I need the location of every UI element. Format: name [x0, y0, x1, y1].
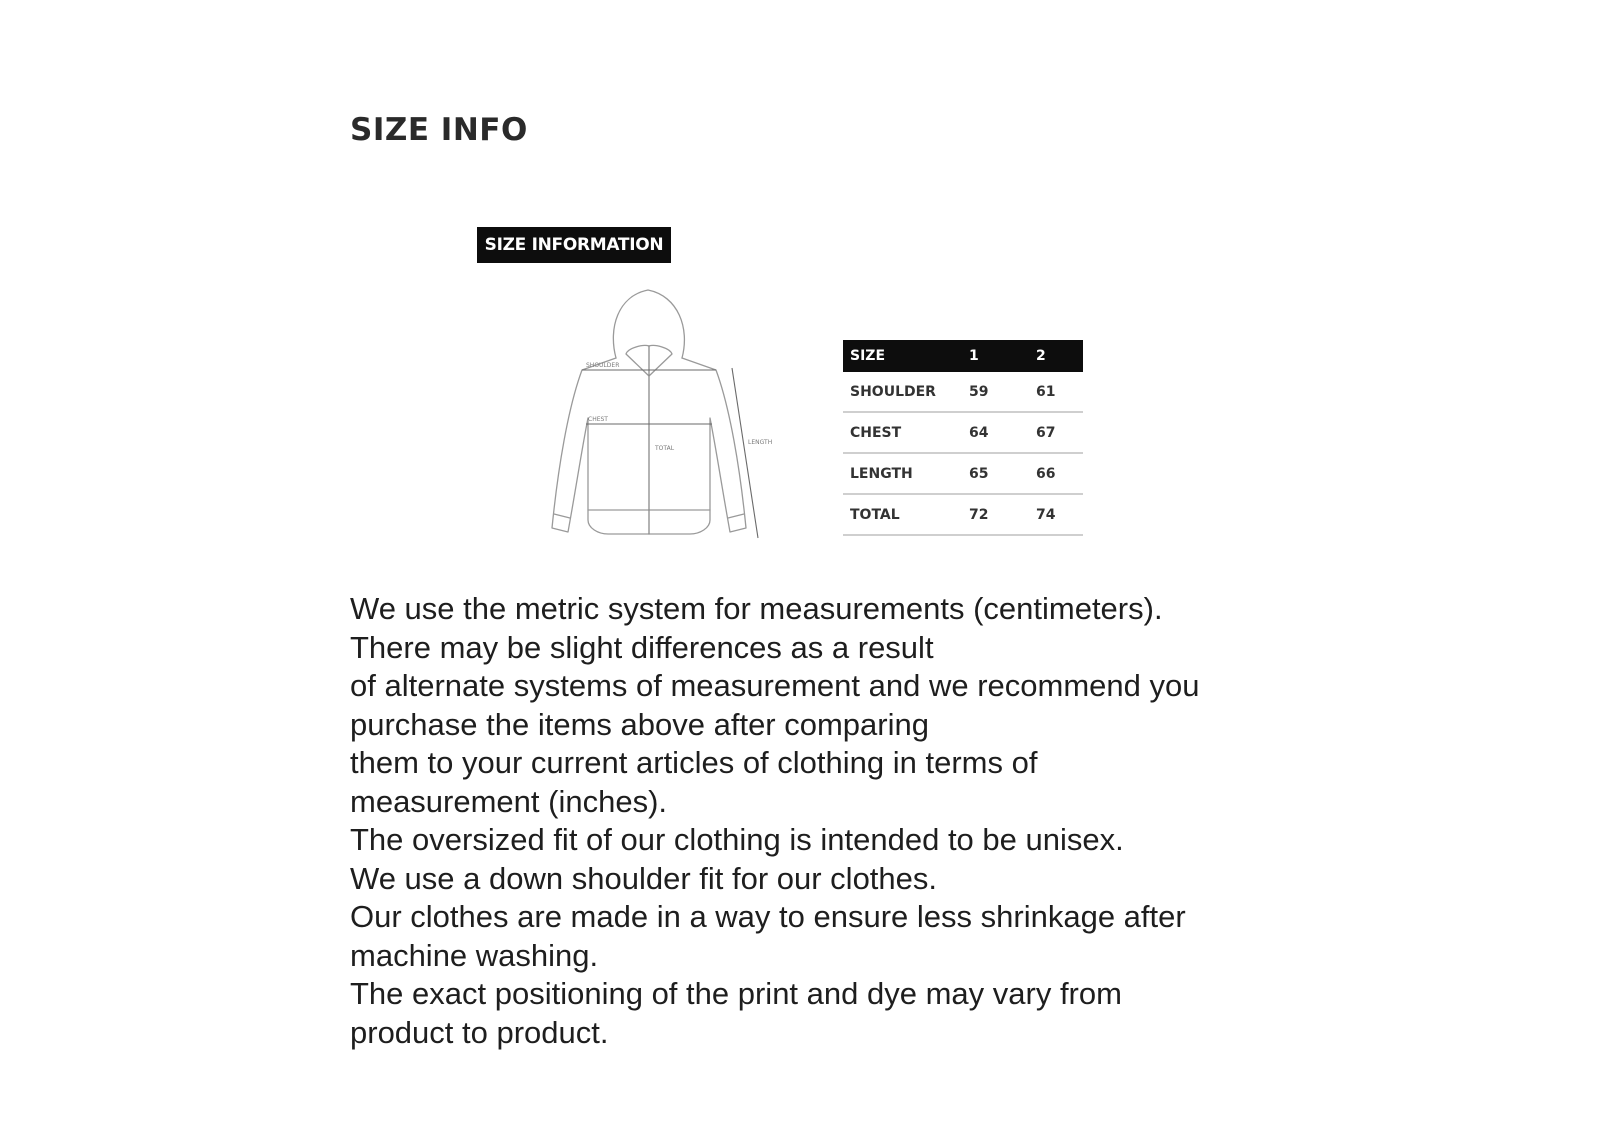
size-notes — [350, 590, 1270, 1052]
row-value-size-2: 66 — [1029, 453, 1083, 494]
size-information-badge: SIZE INFORMATION — [477, 227, 671, 263]
size-table-header: 1 — [962, 340, 1029, 372]
table-row — [843, 494, 1083, 535]
size-table-header-row — [843, 340, 1083, 372]
size-table-header: SIZE — [843, 340, 962, 372]
note-line: machine washing. — [350, 937, 599, 973]
row-label: SHOULDER — [843, 372, 962, 412]
note-line: There may be slight differences as a result — [350, 629, 934, 665]
page-title: SIZE INFO — [350, 112, 528, 148]
diagram-label-total: TOTAL — [655, 445, 675, 452]
size-table — [843, 340, 1083, 536]
diagram-label-shoulder: SHOULDER — [586, 362, 620, 369]
row-value-size-2: 67 — [1029, 412, 1083, 453]
note-line: Our clothes are made in a way to ensure less shrinkage after — [350, 899, 1186, 934]
row-value-size-2: 74 — [1029, 494, 1083, 535]
note-line: of alternate systems of measurement and we recommend you — [350, 668, 1200, 703]
diagram-label-chest: CHEST — [588, 416, 608, 423]
note-line: measurement (inches). — [350, 783, 668, 819]
size-table-header: 2 — [1029, 340, 1083, 372]
row-value-size-1: 65 — [962, 453, 1029, 494]
note-line: The exact positioning of the print and dye may vary from — [350, 976, 1122, 1011]
note-line: We use the metric system for measurements (centimeters). — [350, 591, 1163, 626]
note-line: The oversized fit of our clothing is intended to be unisex. — [350, 822, 1124, 857]
row-label: LENGTH — [843, 453, 962, 494]
table-row — [843, 412, 1083, 453]
table-row — [843, 453, 1083, 494]
note-line: product to product. — [350, 1014, 609, 1050]
row-value-size-1: 64 — [962, 412, 1029, 453]
table-row — [843, 372, 1083, 412]
row-value-size-1: 72 — [962, 494, 1029, 535]
note-line: them to your current articles of clothing in terms of — [350, 745, 1038, 780]
note-line: purchase the items above after comparing — [350, 706, 929, 742]
diagram-label-length: LENGTH — [748, 439, 773, 446]
row-label: TOTAL — [843, 494, 962, 535]
row-value-size-1: 59 — [962, 372, 1029, 412]
row-label: CHEST — [843, 412, 962, 453]
note-line: We use a down shoulder fit for our clothes. — [350, 860, 938, 896]
row-value-size-2: 61 — [1029, 372, 1083, 412]
hoodie-diagram — [548, 288, 798, 553]
